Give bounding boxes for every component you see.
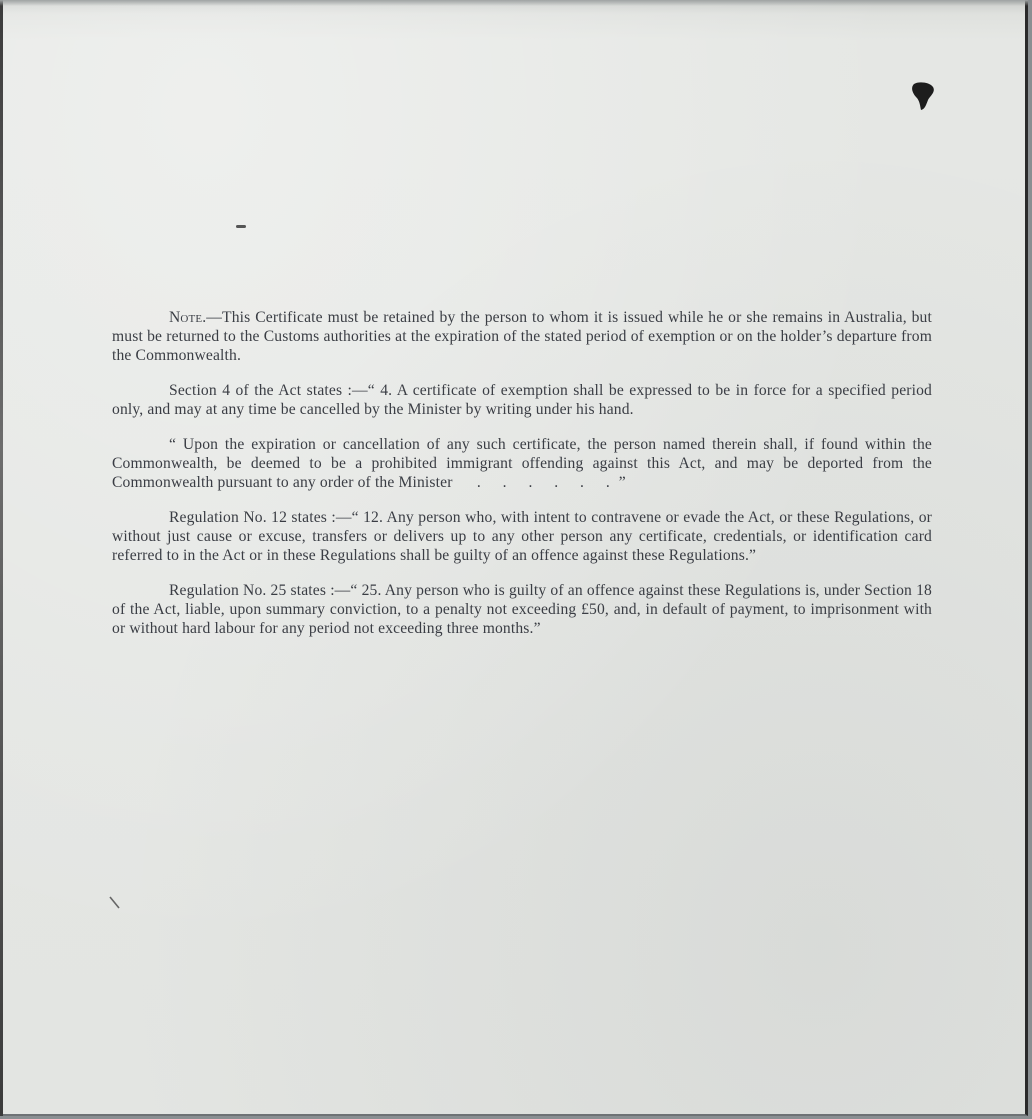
- page-top-shadow: [0, 0, 1028, 6]
- regulation-25-paragraph: Regulation No. 25 states :—“ 25. Any person who is guilty of an offence against these Regulations is, under Section 18 of the Act, liable, upon summary conviction, to a penalty not exceeding £50, and, in default of payment, to imprisonment with or without hard labour for any period not exceeding three months.”: [112, 582, 932, 637]
- expiration-paragraph: [112, 435, 932, 492]
- expiration-ellipsis: . . . . . .”: [476, 474, 635, 491]
- note-paragraph: [112, 308, 932, 365]
- page-left-edge: [0, 0, 3, 1116]
- expiration-text: “ Upon the expiration or cancellation of any such certificate, the person named therein shall, if found within the Commonwealth, be deemed to be a prohibited immigrant offending against this Act, and may be deported from the Commonwealth pursuant to any order of the Minister: [112, 436, 932, 491]
- section-4-paragraph: Section 4 of the Act states :—“ 4. A certificate of exemption shall be expressed to be in force for a specified period only, and may at any time be cancelled by the Minister by writing under his hand.: [112, 382, 932, 418]
- note-lead: Note.: [169, 309, 207, 326]
- ink-blot-icon: [908, 80, 938, 112]
- regulation-12-paragraph: Regulation No. 12 states :—“ 12. Any person who, with intent to contravene or evade the Act, or these Regulations, or without just cause or excuse, transfers or delivers up to any other person any certificate, credentials, or identification card referred to in the Act or in these Regulations shall be guilty of an offence against these Regulations.”: [112, 509, 932, 564]
- stray-mark: [236, 225, 246, 228]
- stray-tick-mark: [108, 895, 122, 911]
- note-text: —This Certificate must be retained by the person to whom it is issued while he or she remains in Australia, but must be returned to the Customs authorities at the expiration of the stated period of exemption or on the holder’s departure from the Commonwealth.: [112, 309, 932, 364]
- notes-text-block: [112, 308, 932, 654]
